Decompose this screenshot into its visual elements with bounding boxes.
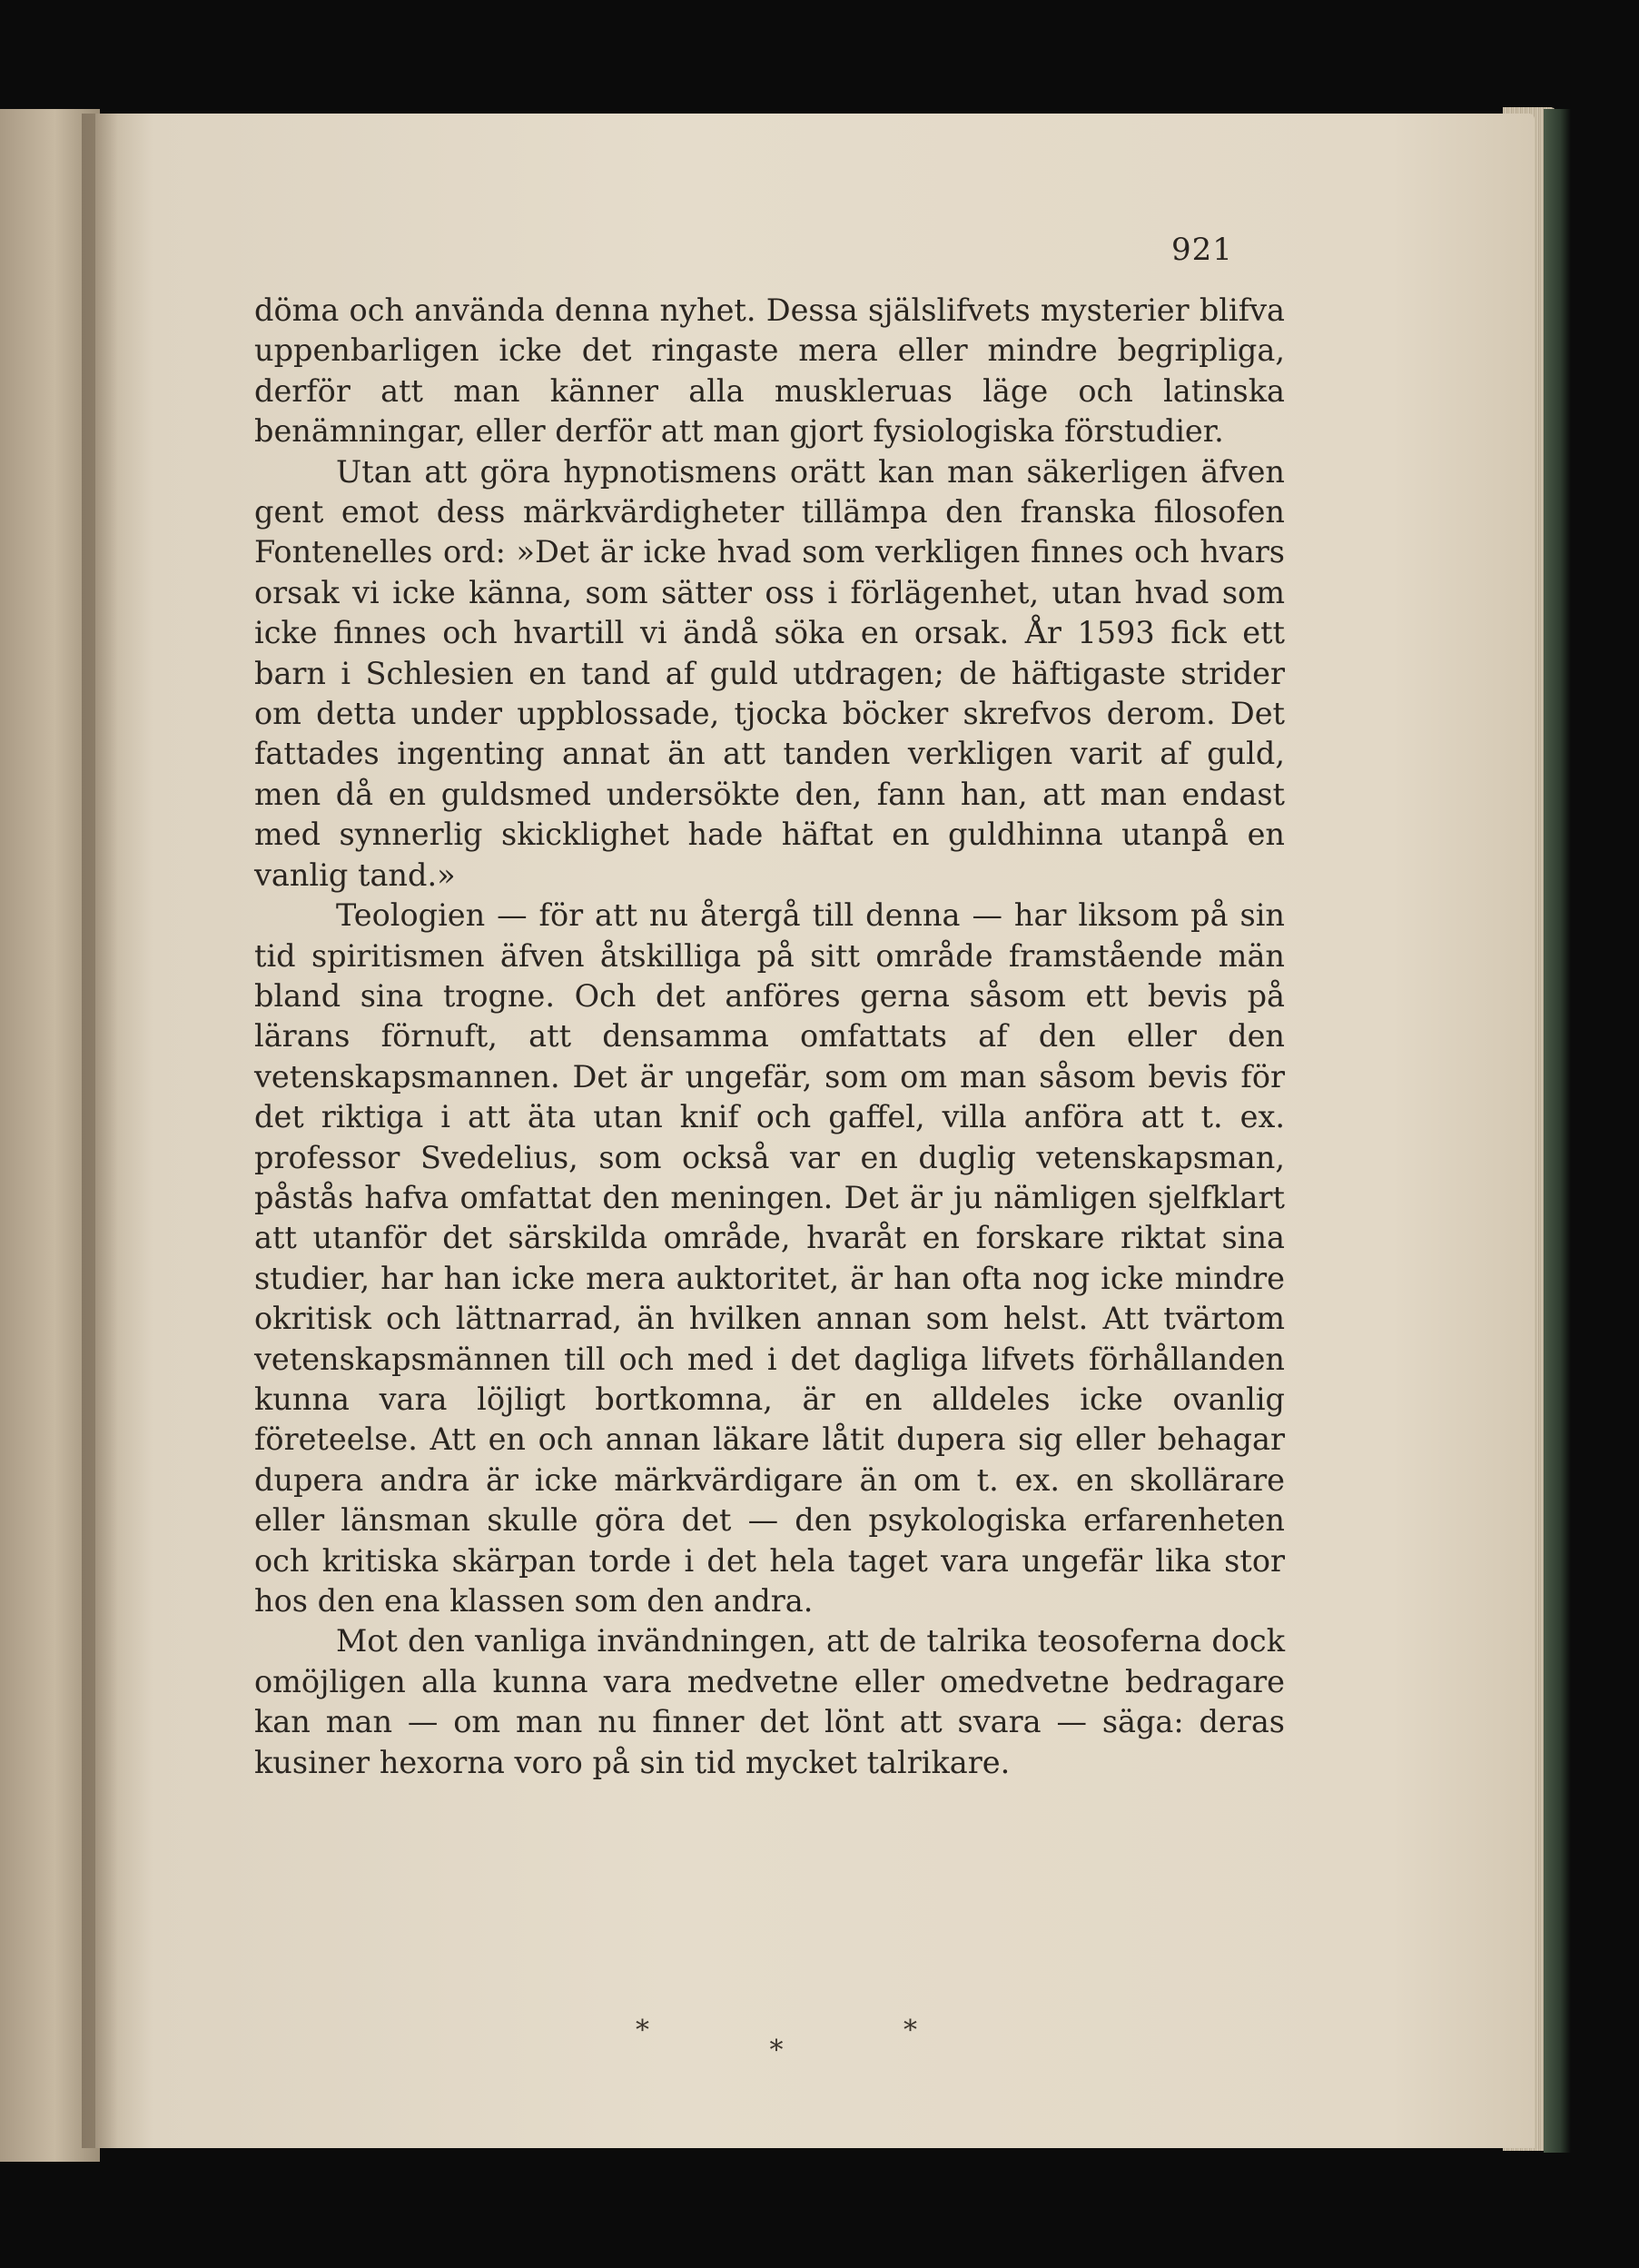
page-body [254, 291, 1285, 1783]
asterisk-3: * [903, 2015, 917, 2046]
asterisk-1: * [636, 2015, 649, 2046]
paragraph-2: Utan att göra hypnotismens orätt kan man säkerligen äfven gent emot dess märkvärdigheter tillämpa den franska filosofen Fontenelles ord: »Det är icke hvad som verkligen finnes och hvars orsak vi icke känna, som sätter oss i förlägenhet, utan hvad som icke finnes och hvartill vi ändå söka en orsak. År 1593 fick ett barn i Schlesien en tand af guld utdragen; de häftigaste strider om detta under uppblossade, tjocka böcker skrefvos derom. Det fattades ingenting annat än att tanden verkligen varit af guld, men då en guldsmed undersökte den, fann han, att man endast med synnerlig skicklighet hade häftat en guldhinna utanpå en vanlig tand.» [254, 453, 1285, 893]
page-number: 921 [1171, 232, 1233, 268]
book-binding [1544, 109, 1571, 2153]
paragraph-4: Mot den vanliga invändningen, att de talrika teosoferna dock omöjligen alla kunna vara medvetne eller omedvetne bedragare kan man — om man nu finner det lönt att svara — säga: deras kusiner hexorna voro på sin tid mycket talrikare. [254, 1623, 1285, 1780]
page-gutter-shadow [82, 114, 118, 2148]
section-separator [636, 2015, 917, 2066]
paragraph-1: döma och använda denna nyhet. Dessa själslifvets mysterier blifva uppenbarligen icke det ringaste mera eller mindre begripliga, derför att man känner alla muskleruas läge och latinska benämningar, eller derför att man gjort fysiologiska förstudier. [254, 292, 1285, 450]
paragraph-3: Teologien — för att nu återgå till denna — har liksom på sin tid spiritismen äfven åtskilliga på sitt område framstående män bland sina trogne. Och det anföres gerna såsom ett bevis på lärans förnuft, att densamma omfattats af den eller den vetenskapsmannen. Det är ungefär, som om man såsom bevis för det riktiga i att äta utan knif och gaffel, villa anföra att t. ex. professor Svedelius, som också var en duglig vetenskapsman, påstås hafva omfattat den meningen. Det är ju nämligen sjelfklart att utanför det särskilda område, hvaråt en forskare riktat sina studier, har han icke mera auktoritet, är han ofta nog icke mindre okritisk och lättnarrad, än hvilken annan som helst. Att tvärtom vetenskapsmännen till och med i det dagliga lifvets förhållanden kunna vara löjligt bortkomna, är en alldeles icke ovanlig företeelse. Att en och annan läkare låtit dupera sig eller behagar dupera andra är icke märkvärdigare än om t. ex. en skollärare eller länsman skulle göra det — den psykologiska erfarenheten och kritiska skärpan torde i det hela taget vara ungefär lika stor hos den ena klassen som den andra. [254, 897, 1285, 1619]
asterisk-2: * [769, 2035, 784, 2066]
